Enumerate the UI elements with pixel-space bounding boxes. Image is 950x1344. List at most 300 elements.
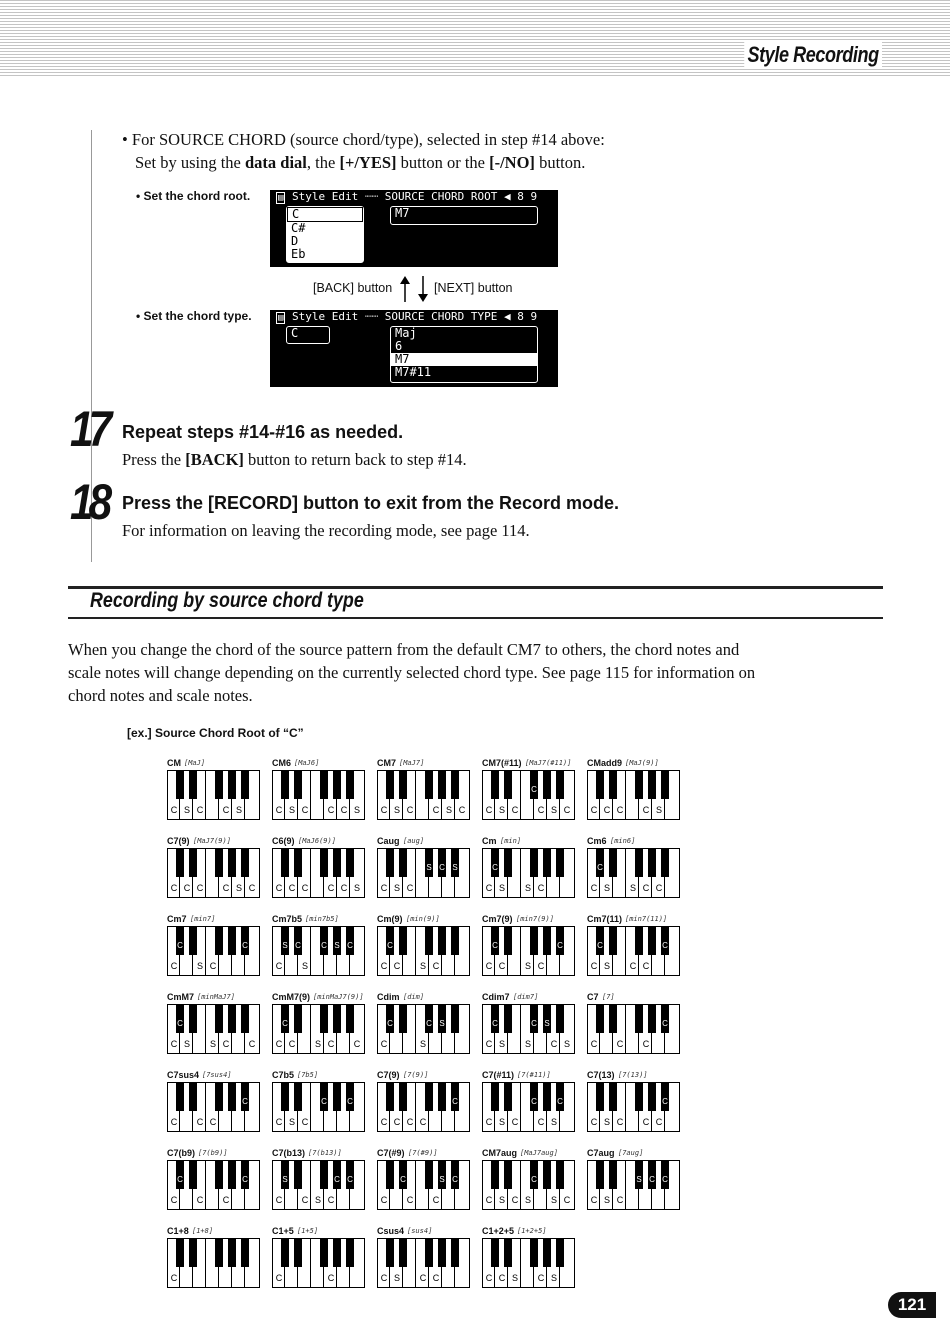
step-17-number: 17 (70, 401, 108, 457)
black-key-note-label: C (321, 941, 327, 950)
white-key-note-label: S (235, 883, 242, 893)
white-key-note-label: S (524, 1195, 531, 1205)
black-key (176, 1083, 184, 1111)
black-key (399, 1005, 407, 1033)
set-type-label: • Set the chord type. (136, 309, 252, 323)
white-key-note-label: S (419, 1039, 426, 1049)
chord-code: [7(#9)] (408, 1149, 438, 1157)
white-key-note-label: C (616, 805, 624, 815)
keyboard-octave (482, 1238, 575, 1288)
white-key-note-label: C (432, 805, 440, 815)
black-key (596, 1161, 604, 1189)
white-key-note-label: S (498, 1117, 505, 1127)
black-key (609, 927, 617, 955)
chord-diagram (482, 914, 574, 980)
chord-code: [7(b13)] (308, 1149, 342, 1157)
white-key-note-label: S (603, 1117, 610, 1127)
white-key-note-label: C (327, 1195, 335, 1205)
root-list-item: Eb (291, 247, 306, 261)
chord-diagram (377, 1226, 469, 1292)
white-key-note-label: C (380, 883, 388, 893)
black-key (294, 1239, 302, 1267)
black-key-note-label: C (662, 1019, 668, 1028)
black-key (346, 849, 354, 877)
white-key-note-label: C (170, 1117, 178, 1127)
white-key-note-label: C (275, 1039, 283, 1049)
chord-diagram (377, 758, 469, 824)
chord-diagram (167, 1226, 259, 1292)
white-key-note-label: S (550, 1195, 557, 1205)
chord-code: [7(#11)] (517, 1071, 551, 1079)
chord-diagram (167, 992, 259, 1058)
black-key (215, 771, 223, 799)
white-key-note-label: C (616, 1195, 624, 1205)
black-key (451, 1239, 459, 1267)
keyboard-octave (377, 926, 470, 976)
chord-name: Cdim7 (482, 992, 510, 1002)
chord-name: Cm7 (167, 914, 187, 924)
white-key-note-label: C (327, 1273, 335, 1283)
white-key-note-label: C (170, 805, 178, 815)
white-key-note-label: S (524, 1039, 531, 1049)
type-list-item: Maj (395, 326, 417, 340)
black-key (320, 771, 328, 799)
black-key (661, 849, 669, 877)
white-key-note-label: C (222, 1195, 230, 1205)
chord-diagram (272, 1148, 364, 1214)
keyboard-octave (272, 1160, 365, 1210)
black-key (189, 849, 197, 877)
white-key-note-label: C (275, 883, 283, 893)
black-key (228, 927, 236, 955)
white-key-note-label: S (301, 961, 308, 971)
keyboard-octave (587, 1082, 680, 1132)
back-button-label: [BACK] button (313, 281, 393, 295)
white-key-note-label: C (642, 1039, 650, 1049)
white-key-note-label: C (170, 1195, 178, 1205)
black-key (281, 771, 289, 799)
black-key (451, 927, 459, 955)
chord-name: CM (167, 758, 181, 768)
root-list-item: C# (291, 221, 306, 235)
black-key (189, 1005, 197, 1033)
chord-name: C7(#9) (377, 1148, 405, 1158)
chord-diagram (587, 1148, 679, 1214)
step-17-heading: Repeat steps #14-#16 as needed. (122, 422, 404, 442)
black-key (530, 849, 538, 877)
set-root-label: • Set the chord root. (136, 189, 251, 203)
lcd-title-bar: ▤ Style Edit ┈┈ SOURCE CHORD ROOT ◀ 8 9 (278, 190, 538, 203)
black-key (530, 927, 538, 955)
white-key-note-label: C (616, 1039, 624, 1049)
white-key-note-label: C (380, 1117, 388, 1127)
black-key (556, 849, 564, 877)
black-key (241, 1239, 249, 1267)
lcd-source-chord-type (270, 310, 558, 387)
black-key (189, 1239, 197, 1267)
white-key-note-label: C (485, 1039, 493, 1049)
black-key (333, 771, 341, 799)
white-key-note-label: C (629, 961, 637, 971)
chord-name: C7(13) (587, 1070, 615, 1080)
chord-name: Cm7(9) (482, 914, 513, 924)
white-key-note-label: C (642, 961, 650, 971)
chord-diagram (272, 992, 364, 1058)
black-key (294, 771, 302, 799)
keyboard-octave (587, 1160, 680, 1210)
black-key-note-label: S (636, 1175, 642, 1184)
black-key (648, 1005, 656, 1033)
bullet-line-1: • For SOURCE CHORD (source chord/type), selected in step #14 above: (122, 130, 605, 149)
white-key-note-label: S (629, 883, 636, 893)
keyboard-octave (587, 1004, 680, 1054)
page-number: 121 (888, 1292, 936, 1318)
black-key (346, 1239, 354, 1267)
black-key (504, 849, 512, 877)
black-key (320, 1161, 328, 1189)
black-key-note-label: C (492, 863, 498, 872)
white-key-note-label: C (537, 1117, 545, 1127)
black-key (451, 1005, 459, 1033)
black-key (346, 1005, 354, 1033)
black-key (438, 771, 446, 799)
white-key-note-label: S (353, 805, 360, 815)
black-key (228, 771, 236, 799)
white-key-note-label: C (563, 805, 571, 815)
black-key (425, 1083, 433, 1111)
black-key (215, 849, 223, 877)
black-key-note-label: C (177, 1175, 183, 1184)
chord-code: [min7b5] (305, 915, 339, 923)
chord-code: [MaJ7(#11)] (525, 759, 572, 767)
white-key-note-label: S (235, 805, 242, 815)
type-list-item: 6 (395, 339, 403, 353)
black-key-note-label: S (439, 1175, 445, 1184)
text: , the (306, 153, 340, 172)
text: Set by using the (135, 153, 245, 172)
black-key (189, 1161, 197, 1189)
black-key-note-label: S (282, 941, 288, 950)
black-key-note-label: C (347, 1175, 353, 1184)
black-key (438, 1083, 446, 1111)
keyboard-octave (167, 1238, 260, 1288)
black-key (176, 1239, 184, 1267)
chord-diagram (377, 914, 469, 980)
black-key (596, 1005, 604, 1033)
root-value-box (390, 206, 538, 225)
black-key (228, 1239, 236, 1267)
black-key-note-label: S (452, 863, 458, 872)
black-key (241, 771, 249, 799)
black-key (215, 1239, 223, 1267)
chord-name: Caug (377, 836, 400, 846)
keyboard-octave (482, 926, 575, 976)
white-key-note-label: C (380, 805, 388, 815)
white-key-note-label: C (301, 1117, 309, 1127)
text: button or the (396, 153, 490, 172)
black-key (556, 1239, 564, 1267)
white-key-note-label: C (590, 805, 598, 815)
chord-diagram (167, 1070, 259, 1136)
keyboard-octave (167, 1004, 260, 1054)
chord-code: [1+5] (297, 1227, 319, 1235)
lcd-title: Style Edit ┈┈ SOURCE CHORD ROOT ◀ 8 9 (292, 190, 538, 203)
white-key-note-label: C (380, 1039, 388, 1049)
black-key (425, 927, 433, 955)
keyboard-octave (377, 1160, 470, 1210)
section-paragraph: When you change the chord of the source pattern from the default CM7 to others, the chord notes and scale notes will change depending on the currently selected chord type. See page 115 for information on chord notes and scale notes. (68, 640, 756, 705)
black-key (215, 1005, 223, 1033)
chord-name: C7(#11) (482, 1070, 515, 1080)
back-button-term: [BACK] (185, 450, 244, 469)
white-key-note-label: C (275, 961, 283, 971)
black-key (333, 1239, 341, 1267)
white-key-note-label: C (327, 805, 335, 815)
white-key-note-label: C (170, 961, 178, 971)
keyboard-octave (272, 1082, 365, 1132)
black-key-note-label: C (531, 1019, 537, 1028)
black-key (333, 1083, 341, 1111)
black-key (648, 927, 656, 955)
example-label: [ex.] Source Chord Root of “C” (127, 726, 304, 740)
chord-code: [dim] (403, 993, 425, 1001)
chord-diagram (272, 836, 364, 902)
white-key-note-label: S (419, 961, 426, 971)
type-list (390, 326, 538, 383)
keyboard-octave (587, 926, 680, 976)
data-dial-term: data dial (245, 153, 307, 172)
white-key-note-label: S (209, 1039, 216, 1049)
lcd-title: Style Edit ┈┈ SOURCE CHORD TYPE ◀ 8 9 (292, 310, 538, 323)
chord-name: C7(b13) (272, 1148, 306, 1158)
black-key (530, 1239, 538, 1267)
black-key-note-label: C (531, 1097, 537, 1106)
white-key-note-label: S (196, 961, 203, 971)
black-key (399, 927, 407, 955)
chord-diagram (167, 1148, 259, 1214)
chord-diagram (167, 914, 259, 980)
white-key-note-label: C (655, 883, 663, 893)
black-key (504, 1161, 512, 1189)
chord-diagram (482, 1148, 574, 1214)
black-key-note-label: C (531, 785, 537, 794)
black-key-note-label: C (387, 941, 393, 950)
white-key-note-label: C (511, 1117, 519, 1127)
white-key-note-label: S (288, 805, 295, 815)
chord-diagram (272, 1226, 364, 1292)
white-key-note-label: C (222, 1039, 230, 1049)
white-key-note-label: S (563, 1039, 570, 1049)
black-key-note-label: S (426, 863, 432, 872)
white-key-note-label: C (248, 883, 256, 893)
keyboard-octave (587, 848, 680, 898)
keyboard-octave (167, 926, 260, 976)
black-key-note-label: C (662, 1097, 668, 1106)
white-key-note-label: C (537, 961, 545, 971)
white-key-note-label: S (353, 883, 360, 893)
black-key (648, 1083, 656, 1111)
black-key (320, 1239, 328, 1267)
text: button. (534, 153, 586, 172)
black-key (241, 1005, 249, 1033)
type-list-item: M7#11 (395, 365, 432, 379)
black-key (438, 1239, 446, 1267)
black-key-note-label: C (282, 1019, 288, 1028)
black-key (635, 927, 643, 955)
black-key (543, 927, 551, 955)
keyboard-octave (482, 848, 575, 898)
chord-code: [MaJ6] (294, 759, 320, 767)
white-key-note-label: C (458, 805, 466, 815)
chord-name: C1+5 (272, 1226, 294, 1236)
black-key-note-label: C (387, 1019, 393, 1028)
chord-code: [1+2+5] (517, 1227, 547, 1235)
chord-code: [7(9)] (403, 1071, 429, 1079)
chord-name: Csus4 (377, 1226, 405, 1236)
black-key (228, 1083, 236, 1111)
white-key-note-label: S (550, 1273, 557, 1283)
black-key (281, 1083, 289, 1111)
white-key-note-label: C (642, 805, 650, 815)
white-key-note-label: C (511, 805, 519, 815)
chord-diagram (167, 758, 259, 824)
root-value: M7 (395, 206, 410, 220)
black-key (609, 849, 617, 877)
black-key (504, 1005, 512, 1033)
white-key-note-label: S (511, 1273, 518, 1283)
keyboard-octave (482, 1004, 575, 1054)
white-key-note-label: C (393, 961, 401, 971)
white-key-note-label: S (655, 805, 662, 815)
black-key (556, 1161, 564, 1189)
back-next-arrows-icon (398, 276, 432, 302)
white-key-note-label: C (222, 805, 230, 815)
white-key-note-label: S (393, 883, 400, 893)
chord-name: CM7 (377, 758, 397, 768)
chord-name: CM7aug (482, 1148, 518, 1158)
chord-name: CM7(#11) (482, 758, 522, 768)
black-key (189, 771, 197, 799)
chord-code: [min7(9)] (516, 915, 554, 923)
black-key-note-label: C (347, 941, 353, 950)
black-key (281, 1239, 289, 1267)
white-key-note-label: C (537, 1273, 545, 1283)
white-key-note-label: C (327, 1039, 335, 1049)
white-key-note-label: S (393, 1273, 400, 1283)
black-key (399, 1083, 407, 1111)
white-key-note-label: S (445, 805, 452, 815)
white-key-note-label: C (248, 1039, 256, 1049)
white-key-note-label: C (327, 883, 335, 893)
white-key-note-label: C (550, 1039, 558, 1049)
white-key-note-label: C (642, 883, 650, 893)
black-key-note-label: C (531, 1175, 537, 1184)
chord-code: [minMaJ7(9)] (313, 993, 364, 1001)
chord-diagram (272, 758, 364, 824)
keyboard-octave (167, 1160, 260, 1210)
white-key-note-label: C (485, 805, 493, 815)
black-key (425, 1239, 433, 1267)
black-key-note-label: C (597, 863, 603, 872)
black-key (189, 1083, 197, 1111)
black-key (333, 849, 341, 877)
black-key (386, 1083, 394, 1111)
keyboard-octave (377, 770, 470, 820)
black-key (635, 1083, 643, 1111)
black-key (189, 927, 197, 955)
white-key-note-label: C (393, 1117, 401, 1127)
white-key-note-label: C (406, 805, 414, 815)
chord-name: C7(9) (167, 836, 190, 846)
chord-code: [min6] (610, 837, 636, 845)
white-key-note-label: C (590, 883, 598, 893)
white-key-note-label: C (485, 883, 493, 893)
step-18-number: 18 (70, 474, 108, 530)
white-key-note-label: C (563, 1195, 571, 1205)
chord-code: [sus4] (407, 1227, 433, 1235)
section-rule-bottom (68, 617, 883, 619)
white-key-note-label: C (170, 1273, 178, 1283)
white-key-note-label: S (183, 805, 190, 815)
white-key-note-label: C (485, 1273, 493, 1283)
white-key-note-label: C (301, 805, 309, 815)
white-key-note-label: C (353, 1039, 361, 1049)
black-key (346, 771, 354, 799)
black-key-note-label: C (439, 863, 445, 872)
black-key (491, 1161, 499, 1189)
black-key (596, 771, 604, 799)
white-key-note-label: S (603, 883, 610, 893)
black-key-note-label: S (334, 941, 340, 950)
white-key-note-label: C (498, 961, 506, 971)
keyboard-octave (272, 1004, 365, 1054)
white-key-note-label: C (590, 1039, 598, 1049)
chord-name: C7(b9) (167, 1148, 196, 1158)
chord-diagram (377, 1070, 469, 1136)
black-key (215, 1083, 223, 1111)
black-key (491, 1239, 499, 1267)
black-key-note-label: C (177, 1019, 183, 1028)
white-key-note-label: S (498, 805, 505, 815)
white-key-note-label: C (616, 1117, 624, 1127)
white-key-note-label: C (406, 883, 414, 893)
keyboard-octave (482, 1082, 575, 1132)
black-key (543, 771, 551, 799)
black-key-note-label: C (649, 1175, 655, 1184)
section-title: Recording by source chord type (90, 589, 364, 612)
chord-name: CM6 (272, 758, 292, 768)
chord-name: C7 (587, 992, 599, 1002)
black-key (294, 1005, 302, 1033)
black-key (504, 927, 512, 955)
white-key-note-label: C (196, 883, 204, 893)
black-key (176, 771, 184, 799)
lcd-source-chord-root (270, 190, 558, 267)
chord-diagram (587, 758, 679, 824)
chord-code: [min7] (190, 915, 216, 923)
black-key (386, 1239, 394, 1267)
white-key-note-label: C (511, 1195, 519, 1205)
black-key (215, 1161, 223, 1189)
white-key-note-label: C (432, 1273, 440, 1283)
yes-button-term: [+/YES] (339, 153, 397, 172)
chord-code: [min7(11)] (625, 915, 668, 923)
white-key-note-label: C (406, 1195, 414, 1205)
black-key-note-label: C (242, 941, 248, 950)
keyboard-octave (482, 770, 575, 820)
white-key-note-label: C (419, 1117, 427, 1127)
chord-name: C7sus4 (167, 1070, 200, 1080)
